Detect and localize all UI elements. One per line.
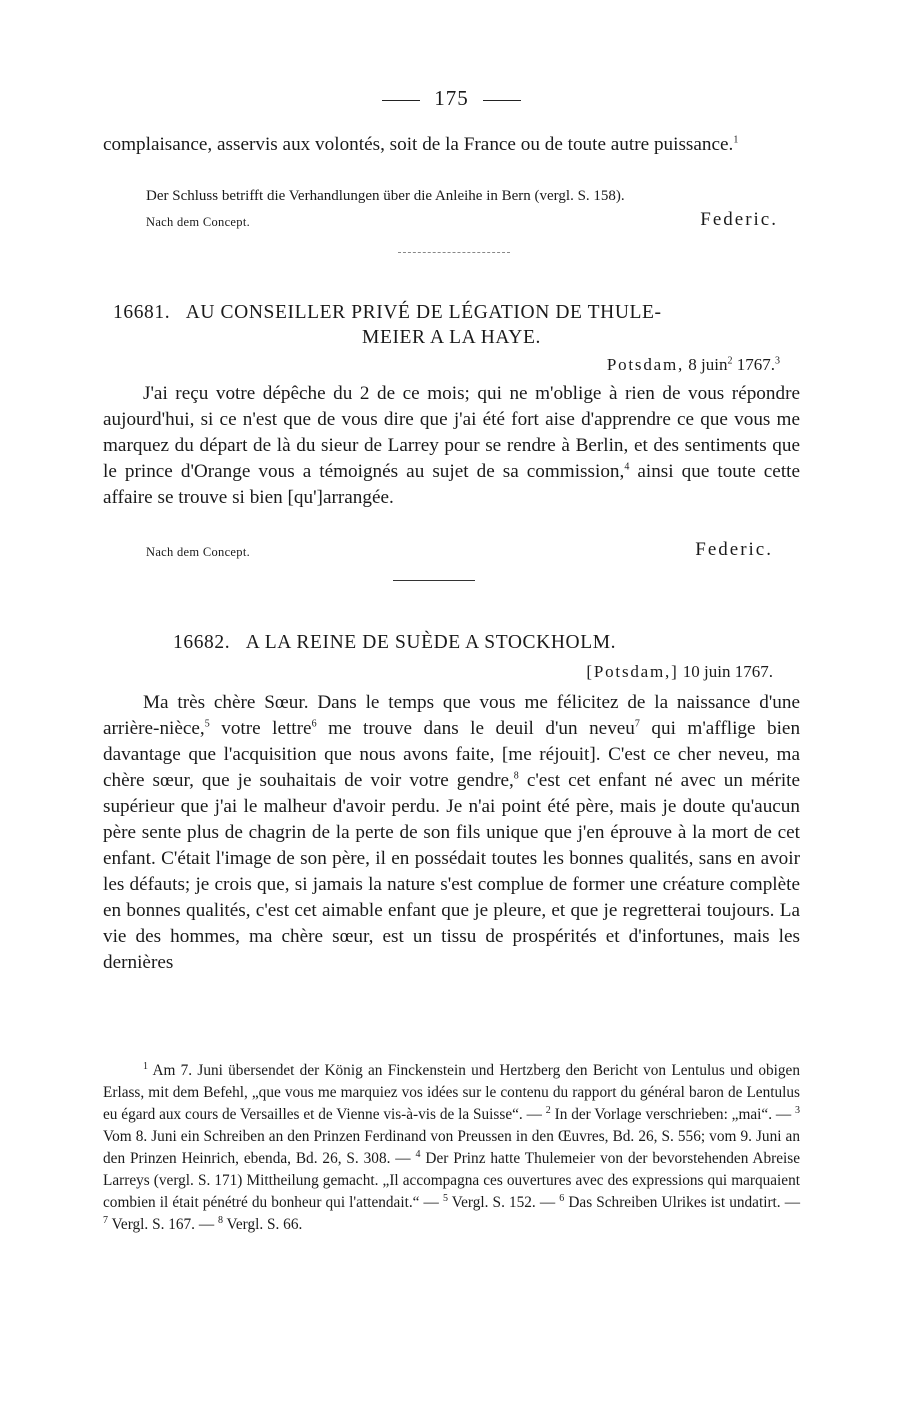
footnote-mark-4: 4 bbox=[415, 1148, 421, 1160]
footnote-8: Vergl. S. 66. bbox=[226, 1216, 303, 1233]
footnote-1: Am 7. Juni übersendet der König an Finckenstein und Hertzberg den Bericht von Lentulus und obigen Erlass, mit dem Befehl, „que vous me marquiez vos idées sur le contenu du rapport du général baron de Lentulus eu égard aux cours de Versailles et de Vienne vis-à-vis de la Suisse“. — bbox=[103, 1062, 800, 1123]
editor-note bbox=[146, 184, 806, 208]
dash-right bbox=[483, 100, 521, 101]
t1: Ma très chère Sœur. Dans le temps que vous me félicitez de la naissance d'une arrière-nièce, bbox=[103, 692, 800, 739]
letter-number: 16682. bbox=[173, 632, 231, 653]
t4: qui m'afflige bien davantage que l'acquisition que nous avons faite, [me réjouit]. C'est ce cher neveu, ma chère sœur, que je souhaitais de voir votre gendre, bbox=[103, 718, 801, 791]
editor-note-text: Der Schluss betrifft die Verhandlungen über die Anleihe in Bern (vergl. S. 158). bbox=[146, 188, 625, 204]
heading-line-1: AU CONSEILLER PRIVÉ DE LÉGATION DE THULE- bbox=[185, 302, 662, 323]
t3: me trouve dans le deuil d'un neveu bbox=[328, 718, 635, 739]
footnote-mark-6: 6 bbox=[559, 1192, 565, 1204]
footnote-mark-7: 7 bbox=[103, 1214, 108, 1226]
letter-16681-text-a: J'ai reçu votre dépêche du 2 de ce mois; qui ne m'oblige à rien de vous répondre aujourd'hui, si ce n'est que de vous dire que j'ai été fort aise d'apprendre ce que vous me marquez du départ de là du sieur de Larrey pour se rendre à Berlin, et des sentiments que le prince d'Orange vous a témoignés au sujet de sa commission, bbox=[103, 383, 800, 482]
letter-number: 16681. bbox=[113, 302, 171, 323]
date: 10 juin 1767. bbox=[682, 662, 773, 681]
dash-left bbox=[382, 100, 420, 101]
source-line-top bbox=[146, 207, 800, 237]
footnotes bbox=[103, 1060, 800, 1236]
carryover-text: complaisance, asservis aux volontés, soit de la France ou de toute autre puissance. bbox=[103, 134, 734, 155]
letter-16682-body bbox=[103, 690, 800, 976]
footnote-ref-8: 8 bbox=[513, 770, 519, 782]
year: 1767. bbox=[736, 355, 775, 374]
footnote-mark-8: 8 bbox=[217, 1214, 223, 1226]
footnote-mark-5: 5 bbox=[442, 1192, 448, 1204]
letter-16682-dateline bbox=[586, 662, 773, 682]
t2: votre lettre bbox=[221, 718, 312, 739]
letter-16681-body bbox=[103, 381, 800, 511]
letter-16682-heading bbox=[173, 630, 813, 655]
letter-16681-heading-2 bbox=[103, 325, 800, 350]
signature: Federic. bbox=[700, 209, 778, 230]
letter-16681-heading bbox=[113, 300, 810, 325]
signature: Federic. bbox=[695, 539, 773, 560]
footnote-7: Vergl. S. 167. — bbox=[111, 1216, 215, 1233]
footnote-ref-4: 4 bbox=[624, 461, 630, 473]
letter-16681-text-b: ainsi que toute cette affaire se trouve si bien [qu']arrangée. bbox=[103, 461, 800, 508]
separator-rule bbox=[393, 580, 475, 581]
footnote-5: Vergl. S. 152. — bbox=[451, 1194, 556, 1211]
footnote-ref-3: 3 bbox=[775, 355, 780, 367]
footnote-ref-6: 6 bbox=[311, 718, 317, 730]
place: [Potsdam,] bbox=[586, 662, 679, 681]
date: 8 juin bbox=[688, 355, 728, 374]
footnote-ref-5: 5 bbox=[204, 718, 210, 730]
page-number: 175 bbox=[434, 86, 469, 110]
source-line-16681 bbox=[146, 536, 800, 566]
footnote-mark-2: 2 bbox=[545, 1104, 551, 1116]
source-label: Nach dem Concept. bbox=[146, 215, 251, 229]
footnote-mark-3: 3 bbox=[795, 1104, 801, 1116]
letter-16681-dateline bbox=[607, 355, 780, 375]
t5: c'est cet enfant né avec un mérite supérieur que j'ai le malheur d'avoir perdu. Je n'ai point été père, mais je doute qu'aucun père sente plus de chagrin de la perte de son fils unique que j'en éprouve à la mort de cet enfant. C'était l'image de son père, il en possédait toutes les bonnes qualités, sans en avoir les défauts; je crois que, si jamais la nature s'est complue de former une créature complète en bonnes qualités, c'est cet aimable enfant que je pleure, et que je regretterai toujours. La vie des hommes, ma chère sœur, est un tissu de prospérités et d'infortunes, mais les dernières bbox=[103, 770, 801, 973]
source-label: Nach dem Concept. bbox=[146, 545, 251, 559]
footnote-3: Vom 8. Juni ein Schreiben an den Prinzen Ferdinand von Preussen in den Œuvres, Bd. 26, S. 556; vom 9. Juni an den Prinzen Heinrich, ebenda, Bd. 26, S. 308. — bbox=[103, 1128, 800, 1167]
footnote-6: Das Schreiben Ulrikes ist undatirt. — bbox=[568, 1194, 801, 1211]
footnote-4: Der Prinz hatte Thulemeier von der bevorstehenden Abreise Larreys (vergl. S. 171) Mittheilung gemacht. „Il accompagna ces ouvertures avec des expressions qui marquaient combien il était pénétré du bonheur qui l'attendait.“ — bbox=[103, 1150, 800, 1211]
footnote-2: In der Vorlage verschrieben: „mai“. — bbox=[554, 1106, 792, 1123]
separator-dotted bbox=[398, 252, 510, 253]
carryover-paragraph bbox=[103, 132, 800, 158]
heading-line: A LA REINE DE SUÈDE A STOCKHOLM. bbox=[245, 632, 617, 653]
place: Potsdam, bbox=[606, 355, 685, 374]
footnote-ref-2: 2 bbox=[727, 355, 733, 367]
footnote-mark-1: 1 bbox=[143, 1060, 148, 1072]
page-number-line bbox=[103, 86, 800, 111]
heading-line-2: MEIER A LA HAYE. bbox=[362, 327, 541, 348]
footnote-ref-1: 1 bbox=[733, 134, 739, 146]
footnote-ref-7: 7 bbox=[634, 718, 640, 730]
